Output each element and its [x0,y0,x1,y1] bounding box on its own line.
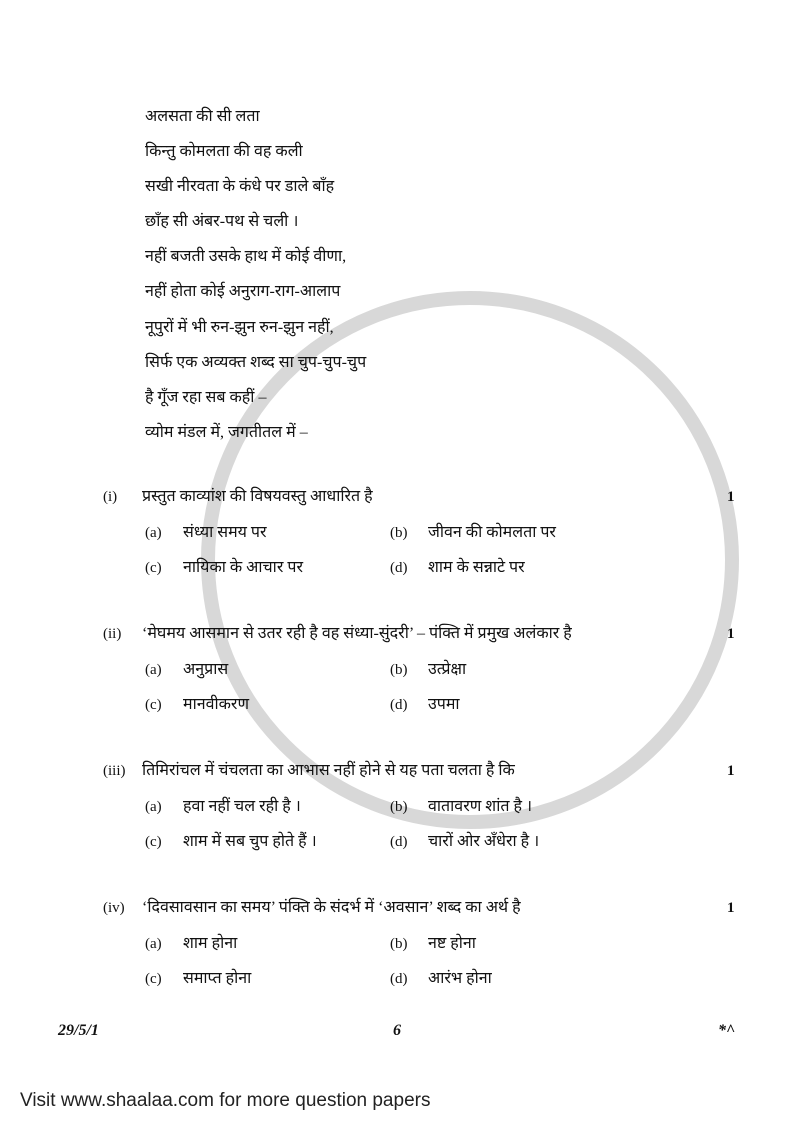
question-number: (i) [103,488,118,505]
question-marks: 1 [727,625,735,642]
option-row [145,659,800,695]
option-text: हवा नहीं चल रही है । [183,797,301,815]
option [390,694,690,716]
question-text: तिमिरांचल में चंचलता का आभास नहीं होने से यह पता चलता है कि [142,761,515,779]
option-text: शाम में सब चुप होते हैं । [183,833,317,851]
option-row [145,522,800,558]
option-label: (c) [145,697,162,714]
option-text: उत्प्रेक्षा [428,660,467,678]
option [145,694,390,716]
question-row [103,623,800,659]
poem-line: नहीं होता कोई अनुराग-राग-आलाप [145,283,341,301]
question-marks: 1 [727,762,735,779]
poem-line: छाँह सी अंबर-पथ से चली । [145,213,299,231]
option-text: अनुप्रास [183,660,229,678]
option [145,831,390,853]
option-text: शाम होना [183,934,238,952]
option [390,796,690,818]
option-label: (a) [145,798,162,815]
option-label: (a) [145,935,162,952]
option-text: नायिका के आचार पर [183,559,304,577]
option-row [145,694,800,730]
option-row [145,933,800,969]
option-text: नष्ट होना [428,934,476,952]
option-text: समाप्त होना [183,970,252,988]
question [0,623,800,730]
option-text: उपमा [428,696,460,714]
poem-line: सखी नीरवता के कंधे पर डाले बाँह [145,178,335,196]
footer-mark: *^ [718,1021,736,1039]
question-text: ‘दिवसावसान का समय’ पंक्ति के संदर्भ में ‘अवसान’ शब्द का अर्थ है [142,898,521,916]
question-number: (ii) [103,625,122,642]
option-text: वातावरण शांत है । [428,797,533,815]
option-label: (c) [145,834,162,851]
question-marks: 1 [727,488,735,505]
question-number: (iv) [103,899,125,916]
page-number: 6 [393,1021,401,1039]
option-row [145,831,800,867]
poem-line: सिर्फ एक अव्यक्त शब्द सा चुप-चुप-चुप [145,353,367,371]
option-label: (a) [145,661,162,678]
option [390,522,690,544]
question-number: (iii) [103,762,126,779]
option-row [145,968,800,1004]
question-row [103,760,800,796]
option [145,933,390,955]
option-label: (c) [145,971,162,988]
option [390,933,690,955]
poem-line: नूपुरों में भी रुन-झुन रुन-झुन नहीं, [145,318,334,336]
page-footer [0,1022,800,1046]
question [0,760,800,867]
poem-line: अलसता की सी लता [145,108,260,125]
option [390,659,690,681]
option-label: (b) [390,798,408,815]
option-label: (d) [390,834,408,851]
visit-link[interactable]: Visit www.shaalaa.com for more question papers [20,1089,431,1111]
option-label: (b) [390,935,408,952]
option [145,796,390,818]
question-list [0,486,800,1004]
question [0,486,800,593]
option-label: (d) [390,971,408,988]
option [145,968,390,990]
option [390,831,690,853]
option-row [145,796,800,832]
option-text: चारों ओर अँधेरा है । [428,833,540,851]
option-text: संध्या समय पर [183,523,267,541]
option-label: (a) [145,524,162,541]
question [0,897,800,1004]
question-row [103,486,800,522]
option-text: जीवन की कोमलता पर [428,523,556,541]
option-label: (d) [390,560,408,577]
option [145,522,390,544]
option-text: आरंभ होना [428,970,492,988]
option [145,557,390,579]
question-text: ‘मेघमय आसमान से उतर रही है वह संध्या-सुंदरी’ – पंक्ति में प्रमुख अलंकार है [142,624,572,642]
option [145,659,390,681]
poem-stanza [145,99,800,450]
poem-line: है गूँज रहा सब कहीं – [145,388,267,406]
poem-line: व्योम मंडल में, जगतीतल में – [145,423,308,441]
poem-line: किन्तु कोमलता की वह कली [145,143,303,161]
option [390,968,690,990]
option-row [145,557,800,593]
option-label: (b) [390,524,408,541]
option-label: (b) [390,661,408,678]
question-text: प्रस्तुत काव्यांश की विषयवस्तु आधारित है [142,487,373,505]
paper-code: 29/5/1 [58,1021,99,1039]
option-label: (c) [145,560,162,577]
option-text: शाम के सन्नाटे पर [428,559,525,577]
option-label: (d) [390,697,408,714]
question-row [103,897,800,933]
option-text: मानवीकरण [183,696,250,714]
question-marks: 1 [727,899,735,916]
option [390,557,690,579]
poem-line: नहीं बजती उसके हाथ में कोई वीणा, [145,248,347,266]
